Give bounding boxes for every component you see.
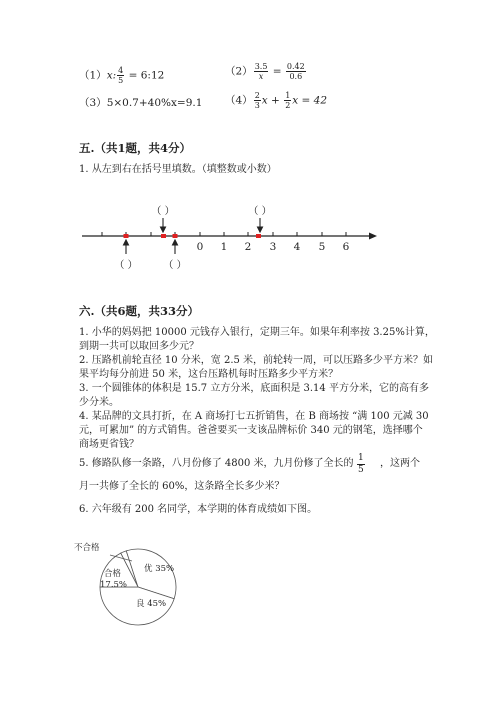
down-arrow-2-head [258,227,263,232]
answer-bracket-top-2[interactable]: （ ） [248,206,272,217]
question-1-line-2: 到期一共可以取回多少元？ [79,341,199,352]
fraction-denominator: x [258,72,264,81]
equation-1 [79,66,164,85]
section-5-title: 五.（共1题，共4分） [79,141,192,155]
question-4-line-3: 商场更省钱？ [79,439,139,450]
tick-label-2: 2 [244,241,252,253]
fraction-numerator: 2 [254,91,260,100]
equation-3 [79,95,202,110]
question-2-line-1: 2. 压路机前轮直径 10 分米，宽 2.5 米，前轮转一周，可以压路多少平方米？如 [79,355,434,366]
fraction [254,62,269,81]
section-6-title: 六.（共6题，共33分） [79,304,200,318]
equation-label: （1） [79,69,107,82]
answer-bracket-bottom-1[interactable]: （ ） [114,260,138,271]
pie-label-excellent: 优 35% [144,564,175,574]
fraction-numerator: 0.42 [286,62,305,71]
fraction-denominator: 0.6 [289,72,303,81]
fraction-denominator: 5 [358,465,364,475]
equation-label: （2） [225,65,253,78]
equation-label: （3） [79,97,107,109]
answer-bracket-bottom-2[interactable]: （ ） [163,260,187,271]
tick-label-5: 5 [318,241,326,253]
tick-label-3: 3 [269,241,277,253]
pie-label-fail: 不合格 [74,543,100,553]
question-5-line-1-end: ，这两个 [380,458,420,469]
tick-label-6: 6 [342,241,350,253]
question-6: 6. 六年级有 200 名同学，本学期的体育成绩如下图。 [79,504,318,515]
equation-term: x + [261,94,284,107]
number-line [70,200,390,280]
equation-term: x = 42 [292,94,328,107]
number-line-arrow [369,233,377,240]
fraction [254,91,261,110]
question-5-line-2: 月一共修了全长的 60%，这条路全长多少米？ [79,481,285,492]
down-arrow-1-head [161,227,166,232]
equation-term: = 6:12 [125,69,165,82]
question-2-line-2: 果平均每分前进 50 米，这台压路机每时压路多少平方米？ [79,369,339,380]
fraction-denominator: 3 [254,101,260,110]
up-arrow-2-head [173,240,178,245]
fraction-denominator: 5 [118,76,124,85]
fraction-denominator: 2 [285,101,291,110]
tick-label-0: 0 [196,241,204,253]
equation-term: 5×0.7+40%x=9.1 [106,97,203,109]
pie-label-good: 良 45% [136,599,167,609]
question-3-line-2: 少分米。 [79,397,119,408]
pie-label-pass: 合格 [104,569,122,579]
fraction-numerator: 3.5 [254,62,268,71]
pie-label-pass-pct: 17.5% [100,580,128,590]
equation-4 [225,91,327,110]
fraction [286,62,306,81]
equation-2 [225,62,307,81]
fraction [284,91,291,110]
question-5-fraction [357,453,365,476]
question-4-line-2: 元，可累加” 的方式销售。爸爸要买一支该品牌标价 340 元的钢笔，选择哪个 [79,425,423,436]
tick-label-1: 1 [220,241,228,253]
question-3-line-1: 3. 一个圆锥体的体积是 15.7 立方分米，底面积是 3.14 平方分米，它的高有多 [79,383,429,394]
question-1-line-1: 1. 小华的妈妈把 10000 元钱存入银行，定期三年。如果年利率按 3.25%计算， [79,327,435,338]
question-4-line-1: 4. 某品牌的文具打折，在 A 商场打七五折销售，在 B 商场按 “满 100 元减 30 [79,411,429,422]
equation-term: x: [106,69,117,82]
equation-label: （4） [225,94,253,107]
question-5-line-1: 5. 修路队修一条路，八月份修了 4800 米，九月份修了全长的 [79,458,354,469]
tick-label-4: 4 [293,241,301,253]
answer-bracket-top-1[interactable]: （ ） [151,206,175,217]
up-arrow-1-head [124,240,129,245]
equation-term: = [269,65,285,78]
fraction-numerator: 4 [118,66,124,75]
fraction-numerator: 1 [285,91,291,100]
fraction-numerator: 1 [358,453,364,463]
pie-chart [74,536,194,636]
section-5-question-1: 1. 从左到右在括号里填数。（填整数或小数） [79,164,277,175]
fraction [117,66,124,85]
